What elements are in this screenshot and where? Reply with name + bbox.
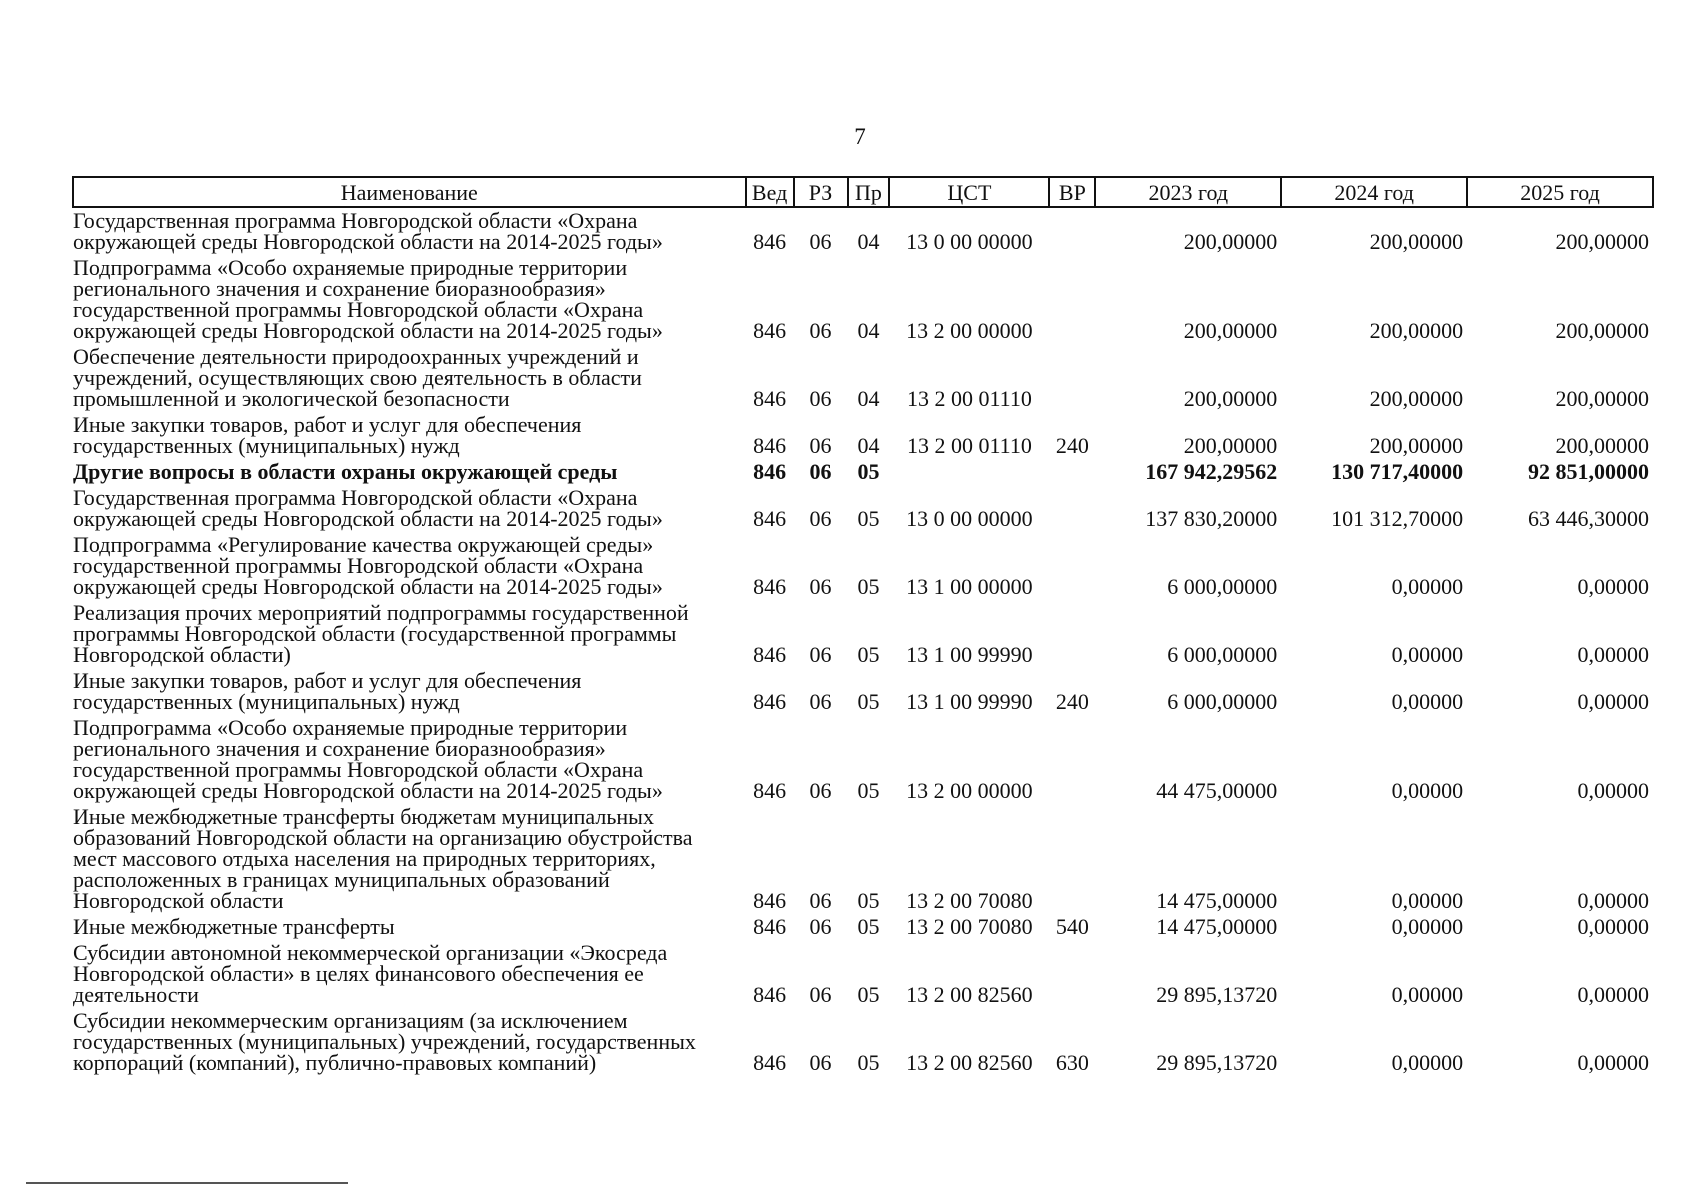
cell-rz: 06 [809, 914, 832, 939]
cell-pr: 05 [857, 888, 880, 913]
cell-2025: 200,00000 [1555, 386, 1649, 411]
cell-2024: 101 312,70000 [1331, 506, 1464, 531]
cell-pr: 05 [857, 506, 880, 531]
cell-name: Обеспечение деятельности природоохранных учреждений и учреждений, осуществляющих свою деятельность в области промышленной и экологической безопасности [73, 344, 642, 411]
cell-vr [1049, 940, 1095, 1008]
cell-ved: 846 [753, 1050, 787, 1075]
cell-2025: 0,00000 [1577, 888, 1649, 913]
cell-pr: 05 [857, 642, 880, 667]
cell-2024: 200,00000 [1369, 229, 1464, 254]
cell-pr: 04 [857, 386, 880, 411]
cell-cst: 13 2 00 70080 [906, 914, 1033, 939]
cell-name: Реализация прочих мероприятий подпрограммы государственной программы Новгородской области (государственной программы Новгородской области) [73, 600, 689, 667]
cell-rz: 06 [809, 689, 832, 714]
cell-vr [1049, 715, 1095, 804]
header-vr: ВР [1049, 177, 1095, 207]
cell-cst: 13 2 00 00000 [906, 778, 1033, 803]
header-ved: Вед [746, 177, 794, 207]
cell-vr [1049, 485, 1095, 532]
cell-pr: 05 [857, 689, 880, 714]
cell-2025: 200,00000 [1555, 229, 1649, 254]
cell-pr: 05 [857, 982, 880, 1007]
cell-2024: 200,00000 [1369, 318, 1464, 343]
cell-vr: 240 [1055, 433, 1089, 458]
cell-pr: 04 [857, 229, 880, 254]
cell-ved: 846 [753, 318, 787, 343]
table-row [73, 485, 1653, 532]
cell-cst: 13 1 00 99990 [906, 689, 1033, 714]
header-cst: ЦСТ [889, 177, 1049, 207]
cell-2025: 92 851,00000 [1528, 459, 1649, 484]
cell-2025: 0,00000 [1577, 914, 1649, 939]
cell-2023: 200,00000 [1183, 318, 1278, 343]
cell-ved: 846 [753, 982, 787, 1007]
header-2024: 2024 год [1281, 177, 1467, 207]
cell-2025: 0,00000 [1577, 642, 1649, 667]
table-row [73, 207, 1653, 255]
cell-2023: 200,00000 [1183, 386, 1278, 411]
cell-pr: 05 [857, 574, 880, 599]
cell-name: Подпрограмма «Особо охраняемые природные территории регионального значения и сохранение биоразнообразия» государственной программы Новгородской области «Охрана окружающей среды Новгородской области на 2014-2025 годы» [73, 255, 663, 343]
cell-rz: 06 [809, 506, 832, 531]
cell-rz: 06 [809, 229, 832, 254]
cell-2025: 63 446,30000 [1528, 506, 1649, 531]
table-row [73, 344, 1653, 412]
header-2023: 2023 год [1095, 177, 1281, 207]
cell-2024: 0,00000 [1391, 778, 1464, 803]
cell-vr [1049, 459, 1095, 485]
cell-cst: 13 2 00 00000 [906, 318, 1033, 343]
cell-rz: 06 [809, 318, 832, 343]
page-number: 7 [854, 124, 866, 149]
bottom-divider [26, 1182, 348, 1184]
table-row [73, 804, 1653, 914]
cell-2024: 0,00000 [1391, 888, 1464, 913]
cell-vr: 630 [1055, 1050, 1089, 1075]
cell-cst: 13 2 00 01110 [906, 386, 1032, 411]
cell-name: Иные закупки товаров, работ и услуг для обеспечения государственных (муниципальных) нужд [73, 668, 582, 714]
table-row [73, 600, 1653, 668]
cell-ved: 846 [753, 506, 787, 531]
cell-rz: 06 [809, 778, 832, 803]
cell-2023: 167 942,29562 [1145, 459, 1278, 484]
cell-cst: 13 0 00 00000 [906, 506, 1033, 531]
cell-name: Иные межбюджетные трансферты бюджетам муниципальных образований Новгородской области на организацию обустройства мест массового отдыха населения на природных территориях, расположенных в границах муниципальных образований Новгородской области [73, 804, 693, 913]
cell-pr: 05 [857, 914, 880, 939]
table-row [73, 668, 1653, 715]
cell-cst: 13 1 00 99990 [906, 642, 1033, 667]
cell-vr [1049, 532, 1095, 600]
cell-rz: 06 [809, 459, 832, 484]
cell-ved: 846 [753, 229, 787, 254]
cell-name: Другие вопросы в области охраны окружающей среды [73, 459, 618, 484]
cell-ved: 846 [753, 689, 787, 714]
cell-ved: 846 [753, 642, 787, 667]
cell-vr [1049, 207, 1095, 255]
cell-name: Подпрограмма «Особо охраняемые природные территории регионального значения и сохранение биоразнообразия» государственной программы Новгородской области «Охрана окружающей среды Новгородской области на 2014-2025 годы» [73, 715, 663, 803]
cell-ved: 846 [753, 459, 787, 484]
cell-2023: 14 475,00000 [1156, 914, 1278, 939]
cell-2025: 0,00000 [1577, 1050, 1649, 1075]
cell-2025: 0,00000 [1577, 574, 1649, 599]
cell-2024: 200,00000 [1369, 386, 1464, 411]
cell-ved: 846 [753, 386, 787, 411]
cell-cst: 13 2 00 82560 [906, 982, 1033, 1007]
cell-ved: 846 [753, 778, 787, 803]
cell-ved: 846 [753, 433, 787, 458]
cell-name: Подпрограмма «Регулирование качества окружающей среды» государственной программы Новгородской области «Охрана окружающей среды Новгородской области на 2014-2025 годы» [73, 532, 663, 599]
cell-2023: 6 000,00000 [1167, 574, 1278, 599]
cell-2023: 44 475,00000 [1156, 778, 1278, 803]
table-row [73, 412, 1653, 459]
cell-pr: 05 [857, 1050, 880, 1075]
cell-vr [1049, 600, 1095, 668]
table-row [73, 940, 1653, 1008]
cell-name: Государственная программа Новгородской области «Охрана окружающей среды Новгородской области на 2014-2025 годы» [73, 485, 663, 531]
table-row [73, 914, 1653, 940]
cell-2023: 29 895,13720 [1156, 982, 1278, 1007]
cell-2024: 0,00000 [1391, 689, 1464, 714]
cell-name: Иные межбюджетные трансферты [73, 914, 395, 939]
table-row-section-total [73, 459, 1653, 485]
cell-vr [1049, 255, 1095, 344]
cell-rz: 06 [809, 574, 832, 599]
cell-2025: 0,00000 [1577, 982, 1649, 1007]
cell-2025: 200,00000 [1555, 433, 1649, 458]
cell-2024: 0,00000 [1391, 574, 1464, 599]
cell-name: Субсидии некоммерческим организациям (за исключением государственных (муниципальных) учреждений, государственных корпораций (компаний), публично-правовых компаний) [73, 1008, 696, 1075]
cell-2025: 0,00000 [1577, 689, 1649, 714]
cell-vr [1049, 804, 1095, 914]
cell-name: Государственная программа Новгородской области «Охрана окружающей среды Новгородской области на 2014-2025 годы» [73, 208, 663, 254]
cell-2024: 130 717,40000 [1331, 459, 1464, 484]
cell-vr: 240 [1055, 689, 1089, 714]
cell-vr [1049, 344, 1095, 412]
cell-rz: 06 [809, 1050, 832, 1075]
cell-cst: 13 1 00 00000 [906, 574, 1033, 599]
table-header [73, 177, 1653, 207]
cell-2025: 0,00000 [1577, 778, 1649, 803]
table-row [73, 1008, 1653, 1076]
cell-cst: 13 0 00 00000 [906, 229, 1033, 254]
table-row [73, 255, 1653, 344]
cell-2024: 0,00000 [1391, 914, 1464, 939]
cell-pr: 04 [857, 433, 880, 458]
cell-2023: 6 000,00000 [1167, 689, 1278, 714]
cell-rz: 06 [809, 642, 832, 667]
cell-2024: 0,00000 [1391, 642, 1464, 667]
cell-cst: 13 2 00 70080 [906, 888, 1033, 913]
cell-name: Иные закупки товаров, работ и услуг для обеспечения государственных (муниципальных) нужд [73, 412, 582, 458]
cell-ved: 846 [753, 574, 787, 599]
cell-2023: 6 000,00000 [1167, 642, 1278, 667]
cell-pr: 05 [857, 459, 880, 484]
cell-pr: 04 [857, 318, 880, 343]
cell-2023: 29 895,13720 [1156, 1050, 1278, 1075]
budget-table [72, 176, 1654, 1076]
cell-2025: 200,00000 [1555, 318, 1649, 343]
cell-rz: 06 [809, 386, 832, 411]
cell-2024: 0,00000 [1391, 982, 1464, 1007]
table-row [73, 715, 1653, 804]
header-name: Наименование [73, 177, 746, 207]
cell-rz: 06 [809, 982, 832, 1007]
cell-cst: 13 2 00 82560 [906, 1050, 1033, 1075]
cell-2024: 0,00000 [1391, 1050, 1464, 1075]
cell-cst: 13 2 00 01110 [906, 433, 1032, 458]
cell-vr: 540 [1055, 914, 1089, 939]
cell-name: Субсидии автономной некоммерческой организации «Экосреда Новгородской области» в целях финансового обеспечения ее деятельности [73, 940, 668, 1007]
cell-rz: 06 [809, 433, 832, 458]
cell-cst [889, 459, 1049, 485]
cell-2023: 137 830,20000 [1145, 506, 1278, 531]
cell-rz: 06 [809, 888, 832, 913]
cell-ved: 846 [753, 914, 787, 939]
header-2025: 2025 год [1467, 177, 1653, 207]
header-pr: Пр [848, 177, 890, 207]
table-row [73, 532, 1653, 600]
cell-2023: 200,00000 [1183, 229, 1278, 254]
cell-2024: 200,00000 [1369, 433, 1464, 458]
table-body [73, 207, 1653, 1076]
cell-ved: 846 [753, 888, 787, 913]
cell-2023: 200,00000 [1183, 433, 1278, 458]
cell-pr: 05 [857, 778, 880, 803]
cell-2023: 14 475,00000 [1156, 888, 1278, 913]
header-rz: РЗ [794, 177, 848, 207]
